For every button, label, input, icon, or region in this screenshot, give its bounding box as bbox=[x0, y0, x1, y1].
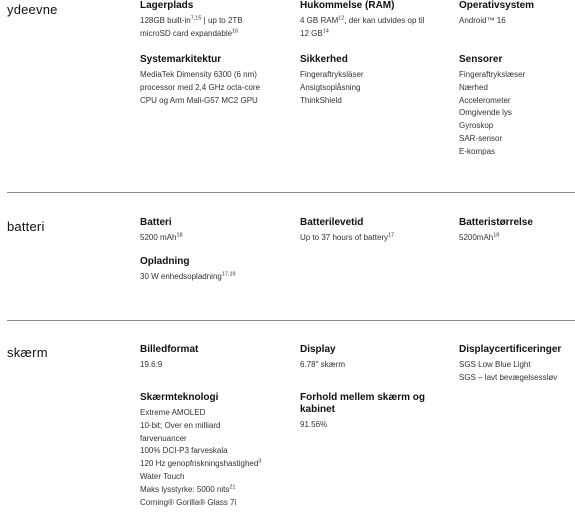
spec-value: 10-bit; Over en milliard bbox=[140, 420, 221, 430]
spec-value: Nærhed bbox=[459, 82, 488, 92]
spec-chipset bbox=[140, 54, 260, 107]
spec-value: 4 GB RAM$^{12}$, der kan udvides op til bbox=[300, 15, 425, 25]
spec-title: Skærmteknologi bbox=[140, 392, 219, 403]
spec-value: Ansigtsoplåsning bbox=[300, 82, 361, 92]
spec-value: Up to 37 hours of battery$^{17}$ bbox=[300, 232, 395, 242]
spec-title: Sensorer bbox=[459, 54, 503, 65]
spec-title: Sikkerhed bbox=[300, 54, 348, 65]
spec-title: Opladning bbox=[140, 256, 190, 267]
spec-display-certifications bbox=[459, 344, 561, 385]
spec-sensors bbox=[459, 54, 525, 159]
spec-value: SGS Low Blue Light bbox=[459, 360, 531, 369]
spec-title: Billedformat bbox=[140, 344, 199, 355]
spec-value: microSD card expandable$^{16}$ bbox=[140, 28, 239, 38]
spec-value: Extreme AMOLED bbox=[140, 408, 206, 417]
spec-title: Batteristørrelse bbox=[459, 217, 533, 228]
spec-value: 12 GB$^{14}$ bbox=[300, 28, 329, 38]
spec-value: 91.56% bbox=[300, 420, 328, 429]
spec-battery-size bbox=[459, 217, 533, 245]
spec-value: E-kompas bbox=[459, 146, 496, 156]
spec-charging bbox=[140, 256, 236, 284]
spec-value: Omgivende lys bbox=[459, 108, 512, 118]
section-battery bbox=[0, 193, 575, 320]
spec-value: SAR-sensor bbox=[459, 133, 503, 143]
spec-security bbox=[300, 54, 364, 107]
spec-value: ThinkShield bbox=[300, 95, 342, 105]
spec-value: Fingeraftrykslæser bbox=[459, 70, 526, 79]
spec-value: 100% DCI-P3 farveskala bbox=[140, 446, 228, 456]
spec-value: Fingeraftryksläser bbox=[300, 70, 364, 79]
spec-title: Batteri bbox=[140, 217, 172, 228]
spec-value: 128GB built-in$^{7,15}$ | up to 2TB bbox=[140, 15, 243, 25]
spec-value: Corning® Gorilla® Glass 7i bbox=[140, 497, 237, 507]
section-title: batteri bbox=[7, 219, 45, 234]
spec-value: farvenuancer bbox=[140, 433, 187, 443]
spec-value: 5200mAh$^{18}$ bbox=[459, 232, 500, 242]
spec-title: Forhold mellem skærm og kabinet bbox=[300, 392, 426, 415]
spec-battery-life bbox=[300, 217, 394, 245]
spec-title: Systemarkitektur bbox=[140, 54, 222, 65]
spec-value: SGS – lavt bevægelsessløv bbox=[459, 372, 558, 382]
spec-storage bbox=[140, 0, 243, 41]
spec-value: 5200 mAh$^{18}$ bbox=[140, 232, 183, 242]
spec-battery bbox=[140, 217, 183, 245]
spec-value: Gyroskop bbox=[459, 121, 494, 131]
spec-title: Display bbox=[300, 344, 336, 355]
spec-value: MediaTek Dimensity 6300 (6 nm) bbox=[140, 70, 257, 79]
spec-os bbox=[459, 0, 534, 28]
spec-title: Lagerplads bbox=[140, 0, 194, 11]
spec-title: Hukommelse (RAM) bbox=[300, 0, 395, 11]
spec-title: Displaycertificeringer bbox=[459, 344, 562, 355]
spec-display bbox=[300, 344, 345, 372]
section-performance bbox=[0, 0, 575, 192]
spec-title: Operativsystem bbox=[459, 0, 535, 11]
spec-value: 120 Hz genopfriskningshastighed$^3$ bbox=[140, 458, 262, 469]
spec-screen-to-body bbox=[300, 392, 450, 432]
spec-aspect-ratio bbox=[140, 344, 198, 372]
spec-value: CPU og Arm Mali-G57 MC2 GPU bbox=[140, 95, 258, 105]
section-title: ydeevne bbox=[7, 2, 58, 17]
spec-value: Android™ 16 bbox=[459, 16, 506, 25]
spec-title: Batterilevetid bbox=[300, 217, 364, 228]
spec-value: 19.6:9 bbox=[140, 360, 163, 369]
section-title: skærm bbox=[7, 345, 48, 360]
spec-value: 30 W enhedsopladning$^{17,19}$ bbox=[140, 271, 236, 281]
spec-ram bbox=[300, 0, 424, 41]
spec-value: Accelerometer bbox=[459, 95, 511, 105]
section-display bbox=[0, 321, 575, 525]
spec-value: Water Touch bbox=[140, 471, 185, 481]
spec-screen-technology bbox=[140, 392, 261, 509]
spec-value: processor med 2,4 GHz octa-core bbox=[140, 82, 261, 92]
spec-value: 6.78" skærm bbox=[300, 360, 346, 369]
spec-value: Maks lysstyrke: 5000 nits$^{21}$ bbox=[140, 484, 236, 494]
